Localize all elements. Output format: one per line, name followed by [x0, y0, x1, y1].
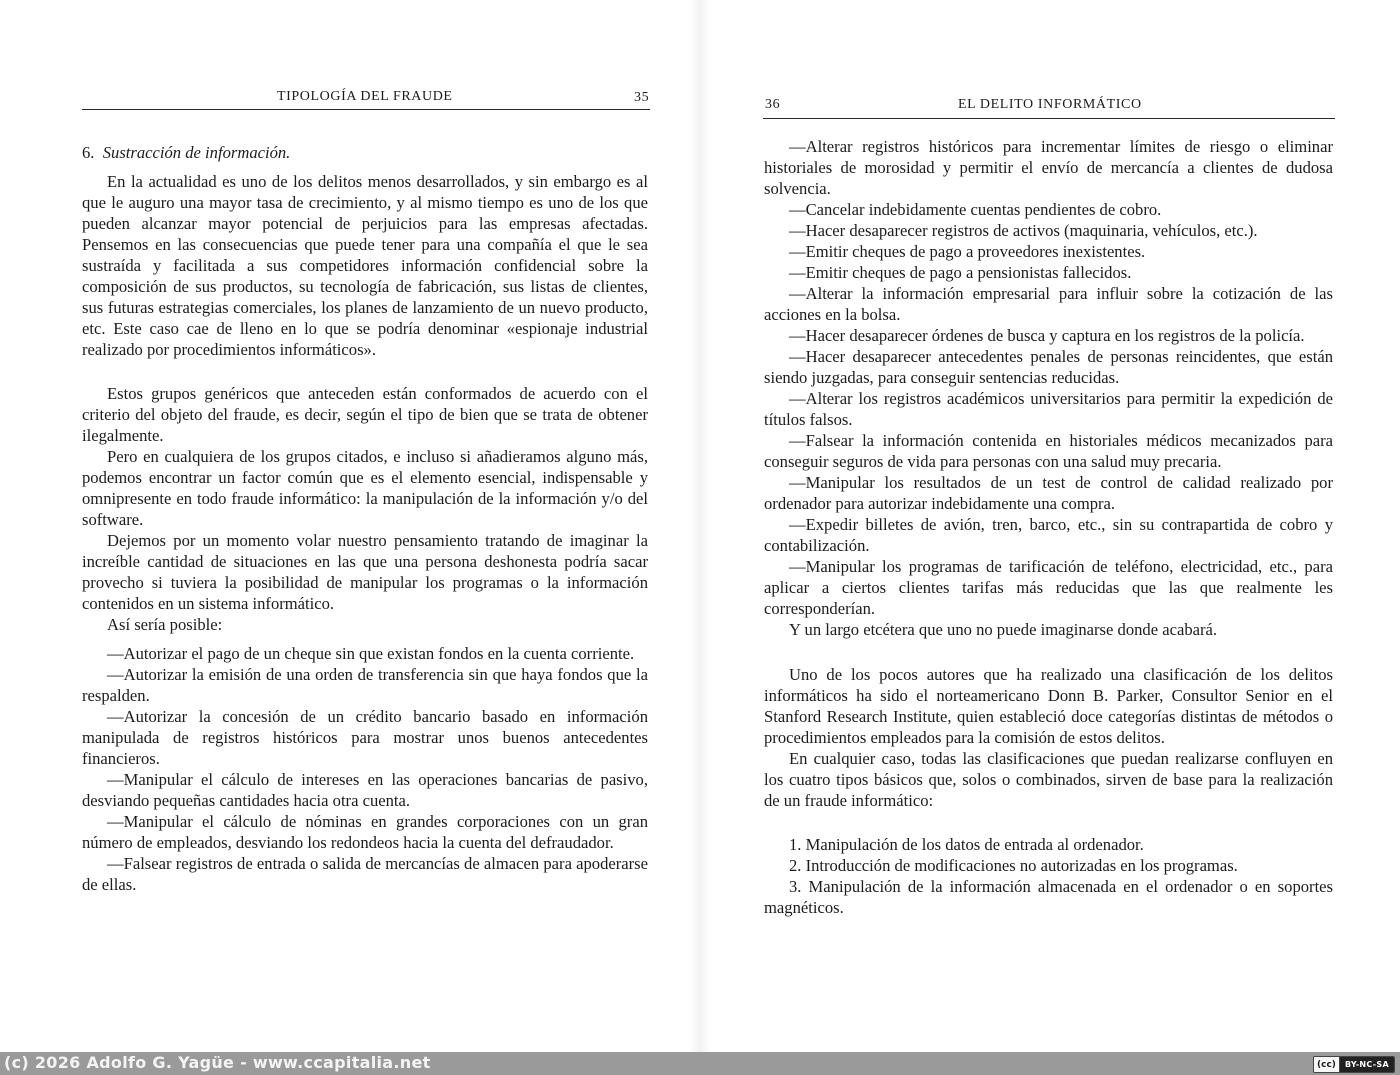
running-head-left: TIPOLOGÍA DEL FRAUDE: [277, 89, 453, 104]
running-head-right: EL DELITO INFORMÁTICO: [958, 97, 1142, 112]
list-item: —Manipular el cálculo de nóminas en grandes corporaciones con un gran número de empleados, desviando los redondeos hacia la cuenta del defraudador.: [82, 812, 648, 852]
list-item: —Autorizar la emisión de una orden de transferencia sin que haya fondos que la respalden.: [82, 665, 648, 705]
paragraph: Estos grupos genéricos que anteceden están conformados de acuerdo con el criterio del objeto del fraude, es decir, según el tipo de bien que se trata de obtener ilegalmente.: [82, 384, 648, 445]
list-item: —Cancelar indebidamente cuentas pendientes de cobro.: [789, 200, 1162, 219]
paragraph: Así sería posible:: [107, 615, 223, 634]
list-item: —Autorizar el pago de un cheque sin que existan fondos en la cuenta corriente.: [107, 644, 635, 663]
list-item: —Alterar registros históricos para incrementar límites de riesgo o eliminar historiales de morosidad y permitir el envío de mercancía a clientes de dudosa solvencia.: [764, 137, 1333, 198]
left-page-body: [82, 142, 648, 895]
numbered-item: 2. Introducción de modificaciones no autorizadas en los programas.: [789, 856, 1238, 875]
paragraph: Uno de los pocos autores que ha realizado una clasificación de los delitos informáticos ha sido el norteamericano Donn B. Parker, Consultor Senior en el Stanford Research Institute, quien estableció doce categorías distintas de métodos o procedimientos empleados para la comisión de estos delitos.: [764, 665, 1333, 747]
right-page: [700, 0, 1400, 1052]
paragraph: Y un largo etcétera que uno no puede imaginarse donde acabará.: [789, 620, 1218, 639]
list-item: —Hacer desaparecer órdenes de busca y captura en los registros de la policía.: [789, 326, 1305, 345]
list-item: —Hacer desaparecer antecedentes penales de personas reincidentes, que están siendo juzgadas, para conseguir sentencias reducidas.: [764, 347, 1333, 387]
section-heading: [82, 142, 648, 163]
license-label: BY-NC-SA: [1340, 1057, 1394, 1072]
header-rule-left: [82, 109, 650, 110]
page-number-left: 35: [634, 90, 650, 105]
left-page: [0, 0, 700, 1052]
paragraph: En cualquier caso, todas las clasificaciones que puedan realizarse confluyen en los cuatro tipos básicos que, solos o combinados, sirven de base para la realización de un fraude informático:: [764, 749, 1333, 810]
copyright-text: (c) 2026 Adolfo G. Yagüe - www.ccapitalia.net: [4, 1053, 431, 1072]
paragraph: Dejemos por un momento volar nuestro pensamiento tratando de imaginar la increíble cantidad de situaciones en las que una persona deshonesta podría sacar provecho si tuviera la posibilidad de manipular los programas o la información contenidos en un sistema informático.: [82, 531, 648, 613]
list-item: —Emitir cheques de pago a proveedores inexistentes.: [789, 242, 1146, 261]
paragraph: En la actualidad es uno de los delitos menos desarrollados, y sin embargo es al que le auguro una mayor tasa de crecimiento, y al mismo tiempo es uno de los que pueden alcanzar mayor potencial de perjuicios para las empresas afectadas. Pensemos en las consecuencias que puede tener para una compañía el que le sea sustraída y facilitada a sus competidores información confidencial sobre la composición de sus productos, su tecnología de fabricación, sus listas de clientes, sus futuras estrategias comerciales, los planes de lanzamiento de un nuevo producto, etc. Este caso cae de lleno en lo que se podría denominar «espionaje industrial realizado por procedimientos informáticos».: [82, 172, 648, 359]
cc-license-badge: [1313, 1056, 1395, 1073]
right-page-body: [764, 136, 1333, 918]
numbered-item: 1. Manipulación de los datos de entrada al ordenador.: [789, 835, 1144, 854]
list-item: —Autorizar la concesión de un crédito bancario basado en información manipulada de registros históricos para mostrar unos buenos antecedentes financieros.: [82, 707, 648, 768]
numbered-item: 3. Manipulación de la información almacenada en el ordenador o en soportes magnéticos.: [764, 877, 1333, 917]
copyright-bar: [0, 1052, 1400, 1075]
cc-icon: (cc): [1314, 1057, 1340, 1072]
list-item: —Emitir cheques de pago a pensionistas fallecidos.: [789, 263, 1132, 282]
section-title: Sustracción de información.: [102, 143, 291, 162]
list-item: —Hacer desaparecer registros de activos (maquinaria, vehículos, etc.).: [789, 221, 1258, 240]
paragraph: Pero en cualquiera de los grupos citados, e incluso si añadieramos alguno más, podemos encontrar un factor común que es el elemento esencial, indispensable y omnipresente en todo fraude informático: la manipulación de la información y/o del software.: [82, 447, 648, 529]
list-item: —Falsear registros de entrada o salida de mercancías de almacen para apoderarse de ellas.: [82, 854, 648, 894]
list-item: —Alterar los registros académicos universitarios para permitir la expedición de títulos falsos.: [764, 389, 1333, 429]
list-item: —Alterar la información empresarial para influir sobre la cotización de las acciones en la bolsa.: [764, 284, 1333, 324]
list-item: —Manipular el cálculo de intereses en las operaciones bancarias de pasivo, desviando pequeñas cantidades hacia otra cuenta.: [82, 770, 648, 810]
page-number-right: 36: [765, 97, 781, 112]
header-rule-right: [763, 118, 1335, 119]
list-item: —Expedir billetes de avión, tren, barco, etc., sin su contrapartida de cobro y contabilización.: [764, 515, 1333, 555]
list-item: —Falsear la información contenida en historiales médicos mecanizados para conseguir seguros de vida para personas con una salud muy precaria.: [764, 431, 1333, 471]
section-number: 6.: [82, 143, 95, 162]
list-item: —Manipular los resultados de un test de control de calidad realizado por ordenador para autorizar indebidamente una compra.: [764, 473, 1333, 513]
list-item: —Manipular los programas de tarificación de teléfono, electricidad, etc., para aplicar a ciertos clientes tarifas más reducidas que las que realmente les corresponderían.: [764, 557, 1333, 618]
